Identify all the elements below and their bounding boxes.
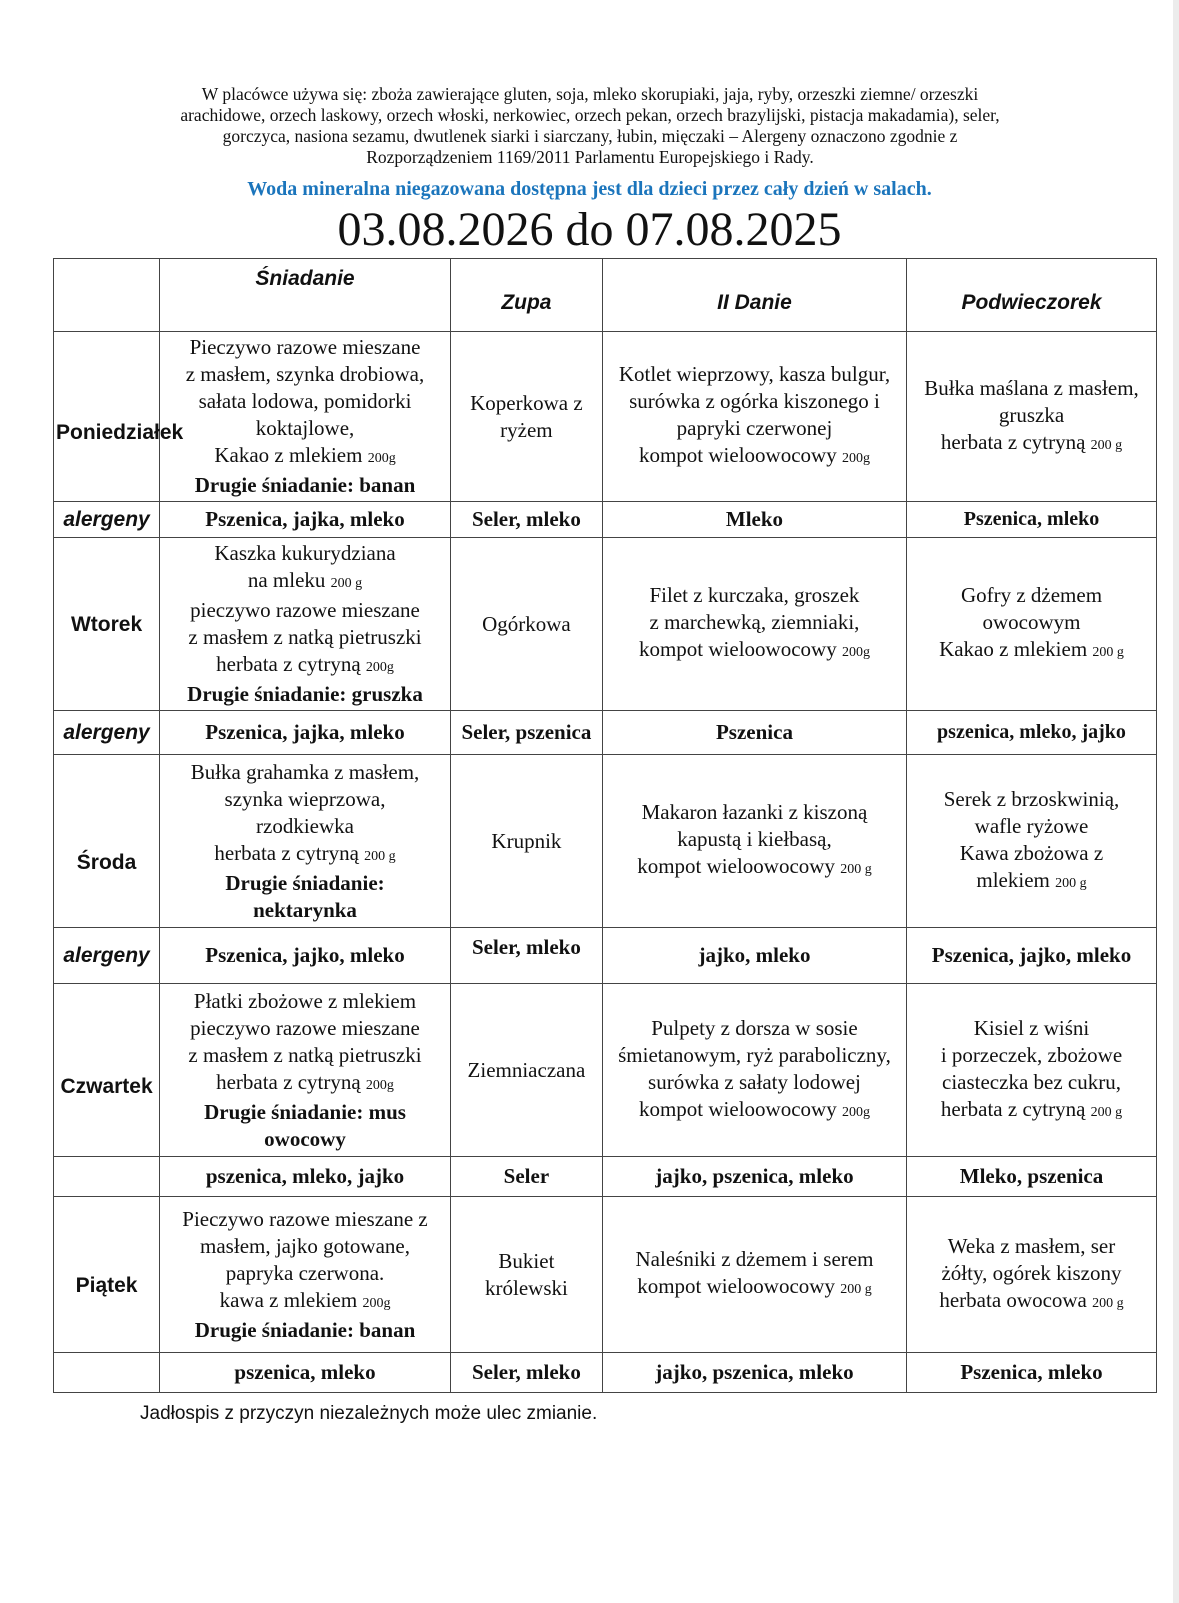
main-course-cell: Naleśniki z dżemem i serem kompot wieloowocowy 200 g (602, 1197, 906, 1353)
breakfast-cell: Kaszka kukurydziana na mleku 200 g pieczywo razowe mieszane z masłem z natką pietruszki herbata z cytryną 200g Drugie śniadanie: gruszka (160, 538, 451, 711)
header-row (54, 259, 1157, 332)
day-row-friday (54, 1197, 1157, 1353)
breakfast-cell: Pieczywo razowe mieszane z masłem, jajko gotowane, papryka czerwona. kawa z mlekiem 200g Drugie śniadanie: banan (160, 1197, 451, 1353)
breakfast-cell: Bułka grahamka z masłem, szynka wieprzowa, rzodkiewka herbata z cytryną 200 g Drugie śniadanie: nektarynka (160, 755, 451, 928)
snack-cell: Gofry z dżemem owocowym Kakao z mlekiem 200 g (907, 538, 1157, 711)
allergen-notice (120, 84, 1060, 168)
allergen-cell: Pszenica, jajka, mleko (160, 711, 451, 755)
allergen-cell: Mleko (602, 502, 906, 538)
allergen-row (54, 711, 1157, 755)
day-name: Piątek (54, 1197, 160, 1353)
main-course-cell: Makaron łazanki z kiszoną kapustą i kiełbasą, kompot wieloowocowy 200 g (602, 755, 906, 928)
soup-cell: Bukiet królewski (450, 1197, 602, 1353)
main-course-cell: Filet z kurczaka, groszek z marchewką, ziemniaki, kompot wieloowocowy 200g (602, 538, 906, 711)
allergen-cell: Pszenica, jajko, mleko (160, 928, 451, 984)
allergen-cell: Pszenica, jajko, mleko (907, 928, 1157, 984)
allergen-cell: jajko, pszenica, mleko (602, 1157, 906, 1197)
allergen-cell: pszenica, mleko, jajko (907, 711, 1157, 755)
allergen-label (54, 1353, 160, 1393)
allergen-cell: Pszenica, jajka, mleko (160, 502, 451, 538)
allergen-label (54, 1157, 160, 1197)
day-name: Poniedziałek (54, 332, 160, 502)
soup-cell: Koperkowa z ryżem (450, 332, 602, 502)
allergen-row (54, 928, 1157, 984)
allergen-cell: Seler, mleko (450, 928, 602, 984)
allergen-label: alergeny (54, 502, 160, 538)
allergen-cell: pszenica, mleko (160, 1353, 451, 1393)
allergen-cell: jajko, mleko (602, 928, 906, 984)
day-name: Wtorek (54, 538, 160, 711)
day-row-tuesday (54, 538, 1157, 711)
allergen-label: alergeny (54, 711, 160, 755)
day-name: Czwartek (54, 984, 160, 1157)
allergen-cell: Pszenica (602, 711, 906, 755)
day-row-thursday (54, 984, 1157, 1157)
snack-cell: Weka z masłem, ser żółty, ogórek kiszony herbata owocowa 200 g (907, 1197, 1157, 1353)
main-course-cell: Kotlet wieprzowy, kasza bulgur, surówka z ogórka kiszonego i papryki czerwonej kompot wieloowocowy 200g (602, 332, 906, 502)
corner-cell (54, 259, 160, 332)
allergen-cell: Pszenica, mleko (907, 1353, 1157, 1393)
date-range-title: 03.08.2026 do 07.08.2025 (337, 203, 842, 256)
notice-line: W placówce używa się: zboża zawierające gluten, soja, mleko skorupiaki, jaja, ryby, orzeszki ziemne/ orzeszki (201, 84, 979, 104)
allergen-cell: jajko, pszenica, mleko (602, 1353, 906, 1393)
allergen-cell: Mleko, pszenica (907, 1157, 1157, 1197)
allergen-row (54, 1353, 1157, 1393)
allergen-cell: Pszenica, mleko (907, 502, 1157, 538)
footer-note: Jadłospis z przyczyn niezależnych może ulec zmianie. (140, 1403, 598, 1424)
snack-cell: Bułka maślana z masłem, gruszka herbata z cytryną 200 g (907, 332, 1157, 502)
day-row-monday (54, 332, 1157, 502)
allergen-cell: Seler (450, 1157, 602, 1197)
menu-table (53, 258, 1157, 1393)
column-header-soup: Zupa (450, 259, 602, 332)
notice-line: gorczyca, nasiona sezamu, dwutlenek siarki i siarczany, łubin, mięczaki – Alergeny oznaczono zgodnie z (222, 126, 958, 146)
allergen-cell: Seler, mleko (450, 502, 602, 538)
breakfast-cell: Płatki zbożowe z mlekiem pieczywo razowe mieszane z masłem z natką pietruszki herbata z cytryną 200g Drugie śniadanie: mus owocowy (160, 984, 451, 1157)
main-course-cell: Pulpety z dorsza w sosie śmietanowym, ryż paraboliczny, surówka z sałaty lodowej kompot wieloowocowy 200g (602, 984, 906, 1157)
notice-line: arachidowe, orzech laskowy, orzech włoski, nerkowiec, orzech pekan, orzech brazylijski, pistacja makadamia), seler, (180, 105, 1000, 125)
column-header-snack: Podwieczorek (907, 259, 1157, 332)
allergen-cell: Seler, mleko (450, 1353, 602, 1393)
water-note: Woda mineralna niegazowana dostępna jest dla dzieci przez cały dzień w salach. (247, 178, 932, 200)
soup-cell: Ziemniaczana (450, 984, 602, 1157)
day-name: Środa (54, 755, 160, 928)
allergen-cell: Seler, pszenica (450, 711, 602, 755)
allergen-row (54, 502, 1157, 538)
snack-cell: Serek z brzoskwinią, wafle ryżowe Kawa zbożowa z mlekiem 200 g (907, 755, 1157, 928)
allergen-label: alergeny (54, 928, 160, 984)
column-header-main: II Danie (602, 259, 906, 332)
breakfast-cell: Pieczywo razowe mieszane z masłem, szynka drobiowa, sałata lodowa, pomidorki koktajlowe, Kakao z mlekiem 200g Drugie śniadanie: banan (160, 332, 451, 502)
soup-cell: Krupnik (450, 755, 602, 928)
day-row-wednesday (54, 755, 1157, 928)
allergen-cell: pszenica, mleko, jajko (160, 1157, 451, 1197)
allergen-row (54, 1157, 1157, 1197)
notice-line: Rozporządzeniem 1169/2011 Parlamentu Europejskiego i Rady. (366, 147, 814, 167)
column-header-breakfast: Śniadanie (160, 259, 451, 332)
snack-cell: Kisiel z wiśni i porzeczek, zbożowe ciasteczka bez cukru, herbata z cytryną 200 g (907, 984, 1157, 1157)
soup-cell: Ogórkowa (450, 538, 602, 711)
